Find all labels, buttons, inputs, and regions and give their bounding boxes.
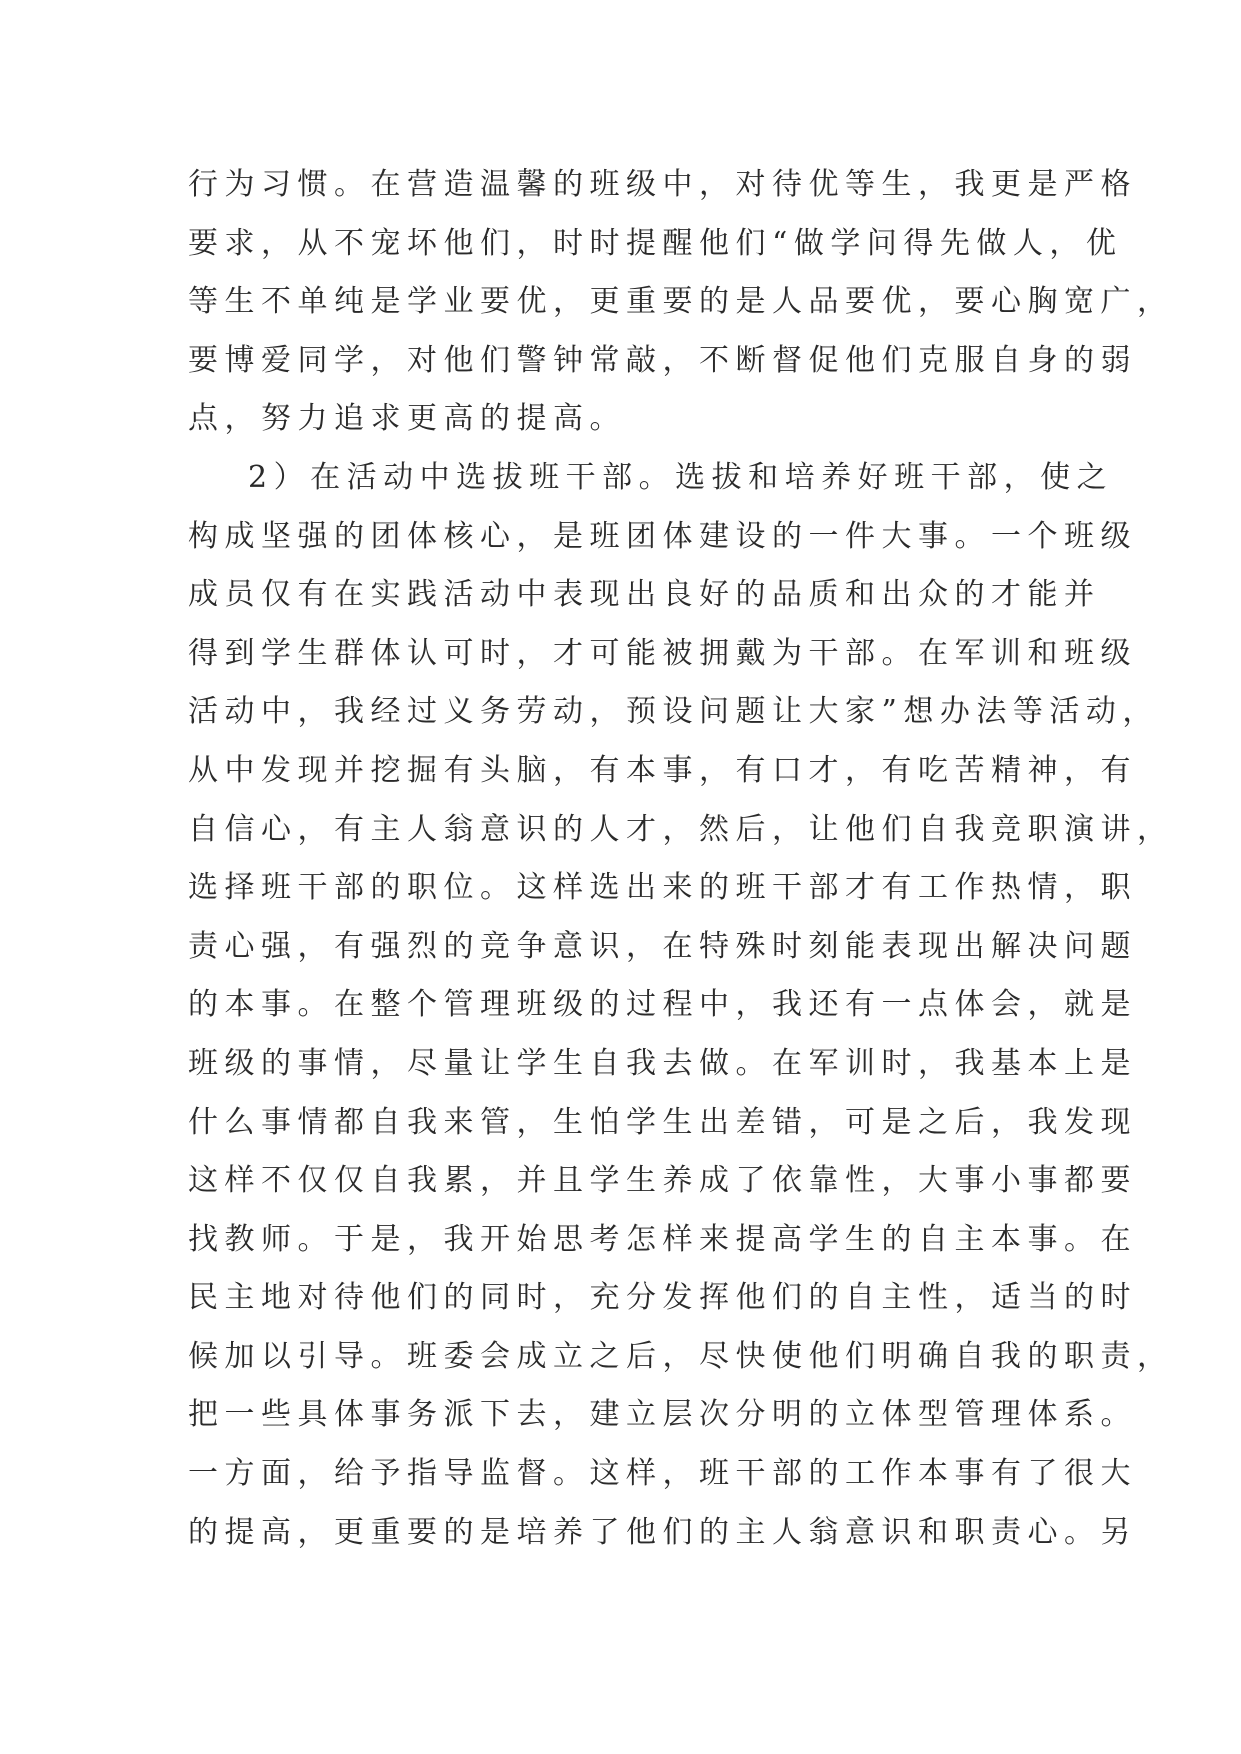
text-line: 选择班干部的职位。这样选出来的班干部才有工作热情，职: [188, 870, 1137, 906]
text-line: 要博爱同学，对他们警钟常敲，不断督促他们克服自身的弱: [188, 342, 1137, 378]
body-text: [188, 156, 1174, 1562]
text-line: 等生不单纯是学业要优，更重要的是人品要优，要心胸宽广，: [188, 284, 1174, 320]
text-line: 得到学生群体认可时，才可能被拥戴为干部。在军训和班级: [188, 635, 1137, 671]
text-line: 从中发现并挖掘有头脑，有本事，有口才，有吃苦精神，有: [188, 752, 1137, 788]
text-line: 责心强，有强烈的竞争意识，在特殊时刻能表现出解决问题: [188, 928, 1137, 964]
text-line: 成员仅有在实践活动中表现出良好的品质和出众的才能并: [188, 577, 1101, 613]
text-line: 构成坚强的团体核心，是班团体建设的一件大事。一个班级: [188, 518, 1137, 554]
text-line: 点，努力追求更高的提高。: [188, 401, 626, 437]
text-line: 行为习惯。在营造温馨的班级中，对待优等生，我更是严格: [188, 167, 1137, 202]
text-line: 候加以引导。班委会成立之后，尽快使他们明确自我的职责，: [188, 1338, 1174, 1374]
text-line: 活动中，我经过义务劳动，预设问题让大家”想办法等活动，: [188, 694, 1159, 730]
text-line: 把一些具体事务派下去，建立层次分明的立体型管理体系。: [188, 1397, 1137, 1433]
text-line: 民主地对待他们的同时，充分发挥他们的自主性，适当的时: [188, 1280, 1137, 1316]
text-line: 什么事情都自我来管，生怕学生出差错，可是之后，我发现: [188, 1104, 1137, 1140]
text-line: 自信心，有主人翁意识的人才，然后，让他们自我竞职演讲，: [188, 811, 1174, 847]
text-line: 班级的事情，尽量让学生自我去做。在军训时，我基本上是: [188, 1045, 1137, 1081]
text-line: 找教师。于是，我开始思考怎样来提高学生的自主本事。在: [188, 1221, 1137, 1257]
text-line: 的提高，更重要的是培养了他们的主人翁意识和职责心。另: [188, 1514, 1137, 1550]
text-line: 的本事。在整个管理班级的过程中，我还有一点体会，就是: [188, 987, 1137, 1023]
text-line: 要求，从不宠坏他们，时时提醒他们“做学问得先做人，优: [188, 225, 1123, 261]
text-line: 一方面，给予指导监督。这样，班干部的工作本事有了很大: [188, 1456, 1137, 1492]
paragraph-start-line: 2）在活动中选拔班干部。选拔和培养好班干部，使之: [248, 459, 1114, 495]
text-line: 这样不仅仅自我累，并且学生养成了依靠性，大事小事都要: [188, 1163, 1137, 1199]
